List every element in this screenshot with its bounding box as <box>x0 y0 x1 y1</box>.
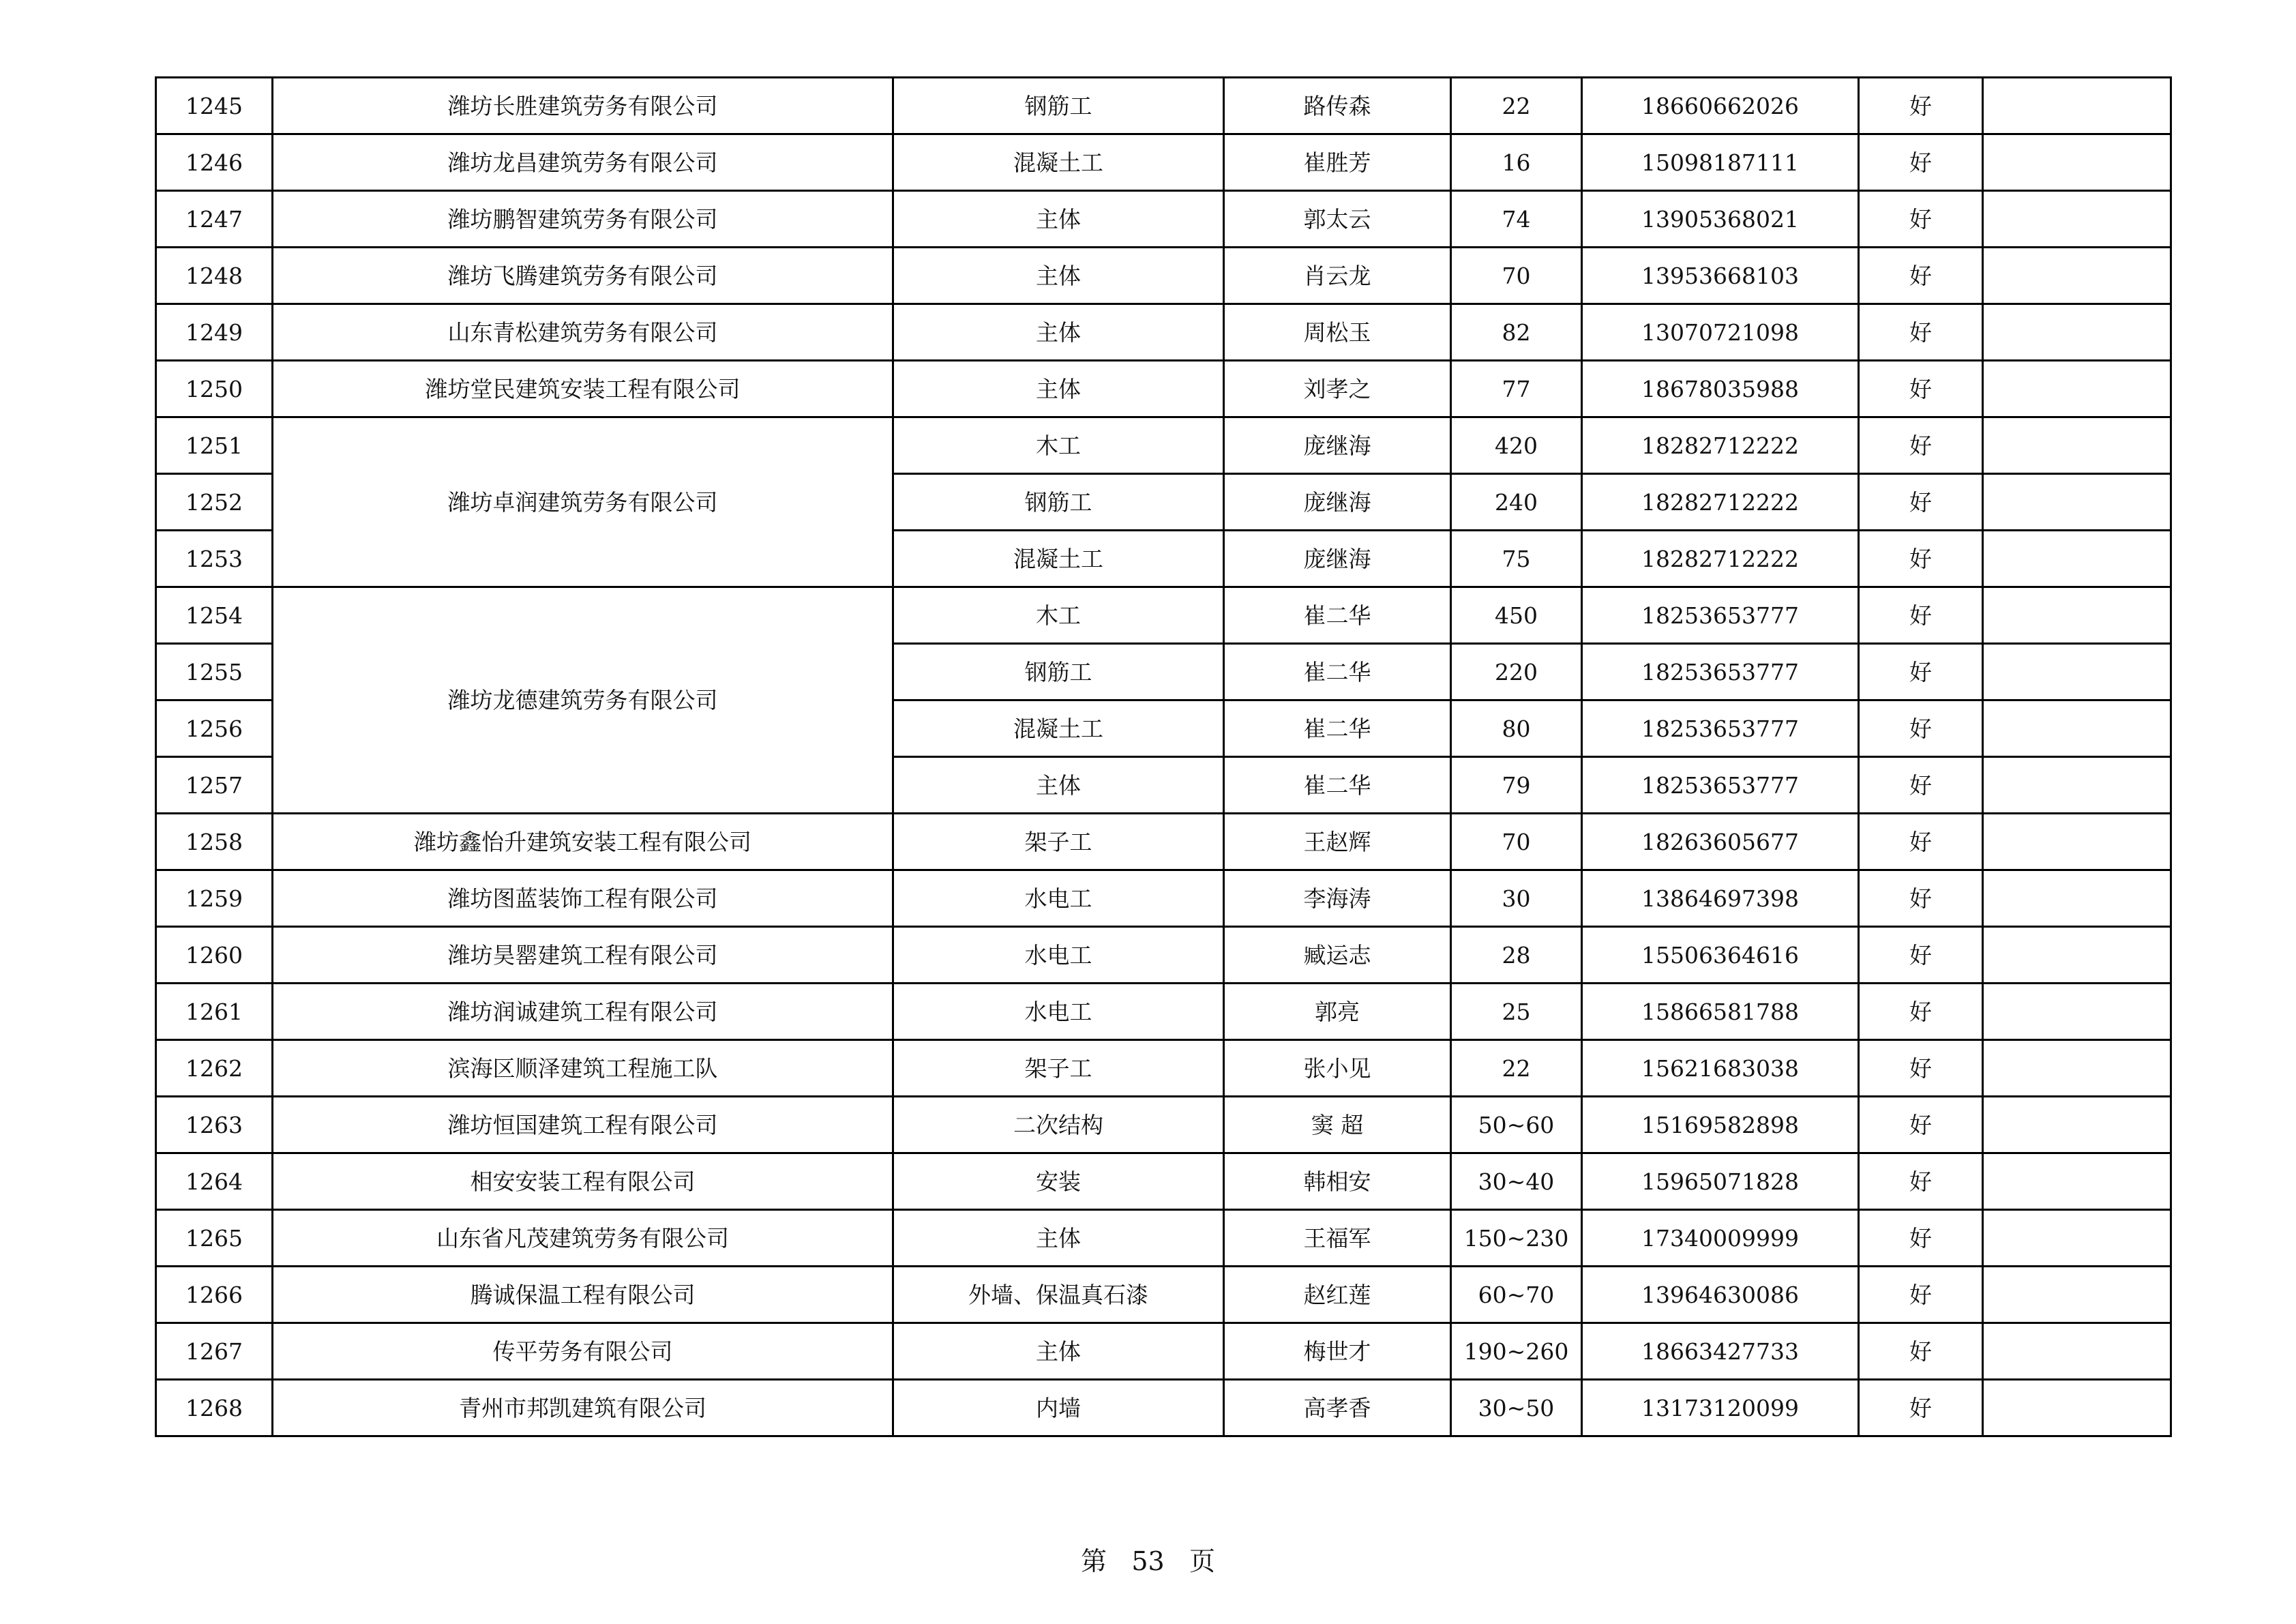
remark-cell <box>1983 361 2171 417</box>
rating-cell: 好 <box>1859 304 1983 361</box>
contact-person-cell: 崔二华 <box>1224 700 1451 757</box>
trade-type-cell: 混凝土工 <box>893 700 1224 757</box>
phone-number-cell: 18282712222 <box>1582 417 1859 474</box>
rating-cell: 好 <box>1859 1267 1983 1323</box>
worker-count-cell: 30~40 <box>1451 1153 1582 1210</box>
company-name-cell: 腾诚保温工程有限公司 <box>273 1267 893 1323</box>
table-row <box>156 248 2171 304</box>
row-number-cell: 1268 <box>156 1380 273 1436</box>
phone-number-cell: 18253653777 <box>1582 700 1859 757</box>
table-row <box>156 1380 2171 1436</box>
row-number-cell: 1257 <box>156 757 273 814</box>
table-row <box>156 1153 2171 1210</box>
contact-person-cell: 肖云龙 <box>1224 248 1451 304</box>
remark-cell <box>1983 757 2171 814</box>
rating-cell: 好 <box>1859 1097 1983 1153</box>
trade-type-cell: 混凝土工 <box>893 531 1224 587</box>
worker-count-cell: 22 <box>1451 78 1582 134</box>
phone-number-cell: 18663427733 <box>1582 1323 1859 1380</box>
trade-type-cell: 主体 <box>893 757 1224 814</box>
table-row <box>156 417 2171 474</box>
page-footer <box>0 1548 2296 1574</box>
phone-number-cell: 15506364616 <box>1582 927 1859 984</box>
rating-cell: 好 <box>1859 927 1983 984</box>
company-name-cell: 山东省凡茂建筑劳务有限公司 <box>273 1210 893 1267</box>
contact-person-cell: 周松玉 <box>1224 304 1451 361</box>
rating-cell: 好 <box>1859 531 1983 587</box>
trade-type-cell: 主体 <box>893 248 1224 304</box>
remark-cell <box>1983 1040 2171 1097</box>
trade-type-cell: 主体 <box>893 1323 1224 1380</box>
contact-person-cell: 崔胜芳 <box>1224 134 1451 191</box>
contact-person-cell: 张小见 <box>1224 1040 1451 1097</box>
remark-cell <box>1983 191 2171 248</box>
worker-count-cell: 70 <box>1451 248 1582 304</box>
contact-person-cell: 高孝香 <box>1224 1380 1451 1436</box>
table-body <box>156 78 2171 1436</box>
contact-person-cell: 刘孝之 <box>1224 361 1451 417</box>
rating-cell: 好 <box>1859 1040 1983 1097</box>
worker-count-cell: 22 <box>1451 1040 1582 1097</box>
rating-cell: 好 <box>1859 814 1983 870</box>
worker-count-cell: 150~230 <box>1451 1210 1582 1267</box>
trade-type-cell: 水电工 <box>893 984 1224 1040</box>
phone-number-cell: 13905368021 <box>1582 191 1859 248</box>
page-number-suffix: 页 <box>1189 1546 1215 1576</box>
contact-person-cell: 李海涛 <box>1224 870 1451 927</box>
row-number-cell: 1258 <box>156 814 273 870</box>
remark-cell <box>1983 927 2171 984</box>
worker-count-cell: 190~260 <box>1451 1323 1582 1380</box>
remark-cell <box>1983 1380 2171 1436</box>
company-name-cell: 潍坊飞腾建筑劳务有限公司 <box>273 248 893 304</box>
trade-type-cell: 主体 <box>893 304 1224 361</box>
remark-cell <box>1983 417 2171 474</box>
remark-cell <box>1983 700 2171 757</box>
table-row <box>156 814 2171 870</box>
trade-type-cell: 二次结构 <box>893 1097 1224 1153</box>
rating-cell: 好 <box>1859 1380 1983 1436</box>
contact-person-cell: 崔二华 <box>1224 644 1451 700</box>
table-row <box>156 1097 2171 1153</box>
worker-count-cell: 80 <box>1451 700 1582 757</box>
worker-count-cell: 16 <box>1451 134 1582 191</box>
table-row <box>156 134 2171 191</box>
phone-number-cell: 13953668103 <box>1582 248 1859 304</box>
phone-number-cell: 18282712222 <box>1582 531 1859 587</box>
trade-type-cell: 水电工 <box>893 870 1224 927</box>
phone-number-cell: 13173120099 <box>1582 1380 1859 1436</box>
row-number-cell: 1253 <box>156 531 273 587</box>
row-number-cell: 1261 <box>156 984 273 1040</box>
row-number-cell: 1259 <box>156 870 273 927</box>
phone-number-cell: 18263605677 <box>1582 814 1859 870</box>
worker-count-cell: 30 <box>1451 870 1582 927</box>
table-row <box>156 1267 2171 1323</box>
contact-person-cell: 庞继海 <box>1224 531 1451 587</box>
row-number-cell: 1246 <box>156 134 273 191</box>
phone-number-cell: 17340009999 <box>1582 1210 1859 1267</box>
trade-type-cell: 架子工 <box>893 1040 1224 1097</box>
company-name-cell: 传平劳务有限公司 <box>273 1323 893 1380</box>
contact-person-cell: 郭太云 <box>1224 191 1451 248</box>
worker-count-cell: 79 <box>1451 757 1582 814</box>
contact-person-cell: 王赵辉 <box>1224 814 1451 870</box>
phone-number-cell: 15098187111 <box>1582 134 1859 191</box>
table-row <box>156 1210 2171 1267</box>
rating-cell: 好 <box>1859 870 1983 927</box>
contractor-table-container <box>155 76 2170 1437</box>
remark-cell <box>1983 870 2171 927</box>
row-number-cell: 1251 <box>156 417 273 474</box>
worker-count-cell: 60~70 <box>1451 1267 1582 1323</box>
contact-person-cell: 崔二华 <box>1224 587 1451 644</box>
trade-type-cell: 水电工 <box>893 927 1224 984</box>
trade-type-cell: 安装 <box>893 1153 1224 1210</box>
phone-number-cell: 18253653777 <box>1582 644 1859 700</box>
row-number-cell: 1255 <box>156 644 273 700</box>
trade-type-cell: 混凝土工 <box>893 134 1224 191</box>
company-name-cell: 潍坊卓润建筑劳务有限公司 <box>273 417 893 587</box>
company-name-cell: 青州市邦凯建筑有限公司 <box>273 1380 893 1436</box>
rating-cell: 好 <box>1859 417 1983 474</box>
worker-count-cell: 77 <box>1451 361 1582 417</box>
phone-number-cell: 15965071828 <box>1582 1153 1859 1210</box>
trade-type-cell: 钢筋工 <box>893 474 1224 531</box>
row-number-cell: 1250 <box>156 361 273 417</box>
phone-number-cell: 15621683038 <box>1582 1040 1859 1097</box>
rating-cell: 好 <box>1859 984 1983 1040</box>
phone-number-cell: 13070721098 <box>1582 304 1859 361</box>
trade-type-cell: 主体 <box>893 361 1224 417</box>
phone-number-cell: 15866581788 <box>1582 984 1859 1040</box>
table-row <box>156 587 2171 644</box>
phone-number-cell: 15169582898 <box>1582 1097 1859 1153</box>
remark-cell <box>1983 587 2171 644</box>
rating-cell: 好 <box>1859 1153 1983 1210</box>
rating-cell: 好 <box>1859 700 1983 757</box>
remark-cell <box>1983 134 2171 191</box>
remark-cell <box>1983 1097 2171 1153</box>
remark-cell <box>1983 531 2171 587</box>
row-number-cell: 1256 <box>156 700 273 757</box>
contact-person-cell: 臧运志 <box>1224 927 1451 984</box>
contact-person-cell: 郭亮 <box>1224 984 1451 1040</box>
remark-cell <box>1983 1267 2171 1323</box>
rating-cell: 好 <box>1859 644 1983 700</box>
phone-number-cell: 13864697398 <box>1582 870 1859 927</box>
page-number-prefix: 第 <box>1081 1546 1107 1576</box>
rating-cell: 好 <box>1859 134 1983 191</box>
row-number-cell: 1252 <box>156 474 273 531</box>
worker-count-cell: 240 <box>1451 474 1582 531</box>
contact-person-cell: 赵红莲 <box>1224 1267 1451 1323</box>
phone-number-cell: 18253653777 <box>1582 587 1859 644</box>
company-name-cell: 滨海区顺泽建筑工程施工队 <box>273 1040 893 1097</box>
company-name-cell: 相安安装工程有限公司 <box>273 1153 893 1210</box>
worker-count-cell: 450 <box>1451 587 1582 644</box>
worker-count-cell: 220 <box>1451 644 1582 700</box>
contact-person-cell: 庞继海 <box>1224 474 1451 531</box>
trade-type-cell: 外墙、保温真石漆 <box>893 1267 1224 1323</box>
trade-type-cell: 主体 <box>893 1210 1224 1267</box>
contact-person-cell: 窦 超 <box>1224 1097 1451 1153</box>
trade-type-cell: 主体 <box>893 191 1224 248</box>
contractor-table <box>155 76 2172 1437</box>
table-row <box>156 870 2171 927</box>
company-name-cell: 潍坊恒国建筑工程有限公司 <box>273 1097 893 1153</box>
row-number-cell: 1265 <box>156 1210 273 1267</box>
phone-number-cell: 18678035988 <box>1582 361 1859 417</box>
contact-person-cell: 崔二华 <box>1224 757 1451 814</box>
row-number-cell: 1249 <box>156 304 273 361</box>
company-name-cell: 潍坊鑫怡升建筑安装工程有限公司 <box>273 814 893 870</box>
row-number-cell: 1247 <box>156 191 273 248</box>
company-name-cell: 潍坊长胜建筑劳务有限公司 <box>273 78 893 134</box>
trade-type-cell: 钢筋工 <box>893 78 1224 134</box>
page-number: 53 <box>1131 1546 1165 1576</box>
remark-cell <box>1983 1323 2171 1380</box>
table-row <box>156 1040 2171 1097</box>
remark-cell <box>1983 984 2171 1040</box>
trade-type-cell: 钢筋工 <box>893 644 1224 700</box>
rating-cell: 好 <box>1859 474 1983 531</box>
company-name-cell: 潍坊龙德建筑劳务有限公司 <box>273 587 893 814</box>
trade-type-cell: 木工 <box>893 417 1224 474</box>
company-name-cell: 潍坊龙昌建筑劳务有限公司 <box>273 134 893 191</box>
phone-number-cell: 18660662026 <box>1582 78 1859 134</box>
worker-count-cell: 30~50 <box>1451 1380 1582 1436</box>
table-row <box>156 191 2171 248</box>
company-name-cell: 潍坊昊罂建筑工程有限公司 <box>273 927 893 984</box>
row-number-cell: 1260 <box>156 927 273 984</box>
contact-person-cell: 梅世才 <box>1224 1323 1451 1380</box>
contact-person-cell: 韩相安 <box>1224 1153 1451 1210</box>
table-row <box>156 984 2171 1040</box>
table-row <box>156 361 2171 417</box>
remark-cell <box>1983 474 2171 531</box>
table-row <box>156 304 2171 361</box>
row-number-cell: 1266 <box>156 1267 273 1323</box>
company-name-cell: 潍坊润诚建筑工程有限公司 <box>273 984 893 1040</box>
row-number-cell: 1248 <box>156 248 273 304</box>
rating-cell: 好 <box>1859 361 1983 417</box>
rating-cell: 好 <box>1859 1323 1983 1380</box>
table-row <box>156 927 2171 984</box>
remark-cell <box>1983 1153 2171 1210</box>
worker-count-cell: 70 <box>1451 814 1582 870</box>
table-row <box>156 1323 2171 1380</box>
trade-type-cell: 内墙 <box>893 1380 1224 1436</box>
rating-cell: 好 <box>1859 587 1983 644</box>
rating-cell: 好 <box>1859 78 1983 134</box>
worker-count-cell: 75 <box>1451 531 1582 587</box>
rating-cell: 好 <box>1859 191 1983 248</box>
row-number-cell: 1262 <box>156 1040 273 1097</box>
row-number-cell: 1263 <box>156 1097 273 1153</box>
worker-count-cell: 28 <box>1451 927 1582 984</box>
rating-cell: 好 <box>1859 757 1983 814</box>
remark-cell <box>1983 644 2171 700</box>
worker-count-cell: 74 <box>1451 191 1582 248</box>
worker-count-cell: 420 <box>1451 417 1582 474</box>
company-name-cell: 潍坊堂民建筑安装工程有限公司 <box>273 361 893 417</box>
remark-cell <box>1983 1210 2171 1267</box>
worker-count-cell: 25 <box>1451 984 1582 1040</box>
phone-number-cell: 18282712222 <box>1582 474 1859 531</box>
rating-cell: 好 <box>1859 248 1983 304</box>
worker-count-cell: 82 <box>1451 304 1582 361</box>
remark-cell <box>1983 304 2171 361</box>
company-name-cell: 潍坊鹏智建筑劳务有限公司 <box>273 191 893 248</box>
row-number-cell: 1264 <box>156 1153 273 1210</box>
worker-count-cell: 50~60 <box>1451 1097 1582 1153</box>
row-number-cell: 1254 <box>156 587 273 644</box>
contact-person-cell: 庞继海 <box>1224 417 1451 474</box>
contact-person-cell: 王福军 <box>1224 1210 1451 1267</box>
trade-type-cell: 木工 <box>893 587 1224 644</box>
company-name-cell: 山东青松建筑劳务有限公司 <box>273 304 893 361</box>
row-number-cell: 1267 <box>156 1323 273 1380</box>
remark-cell <box>1983 248 2171 304</box>
contact-person-cell: 路传森 <box>1224 78 1451 134</box>
remark-cell <box>1983 78 2171 134</box>
rating-cell: 好 <box>1859 1210 1983 1267</box>
phone-number-cell: 18253653777 <box>1582 757 1859 814</box>
trade-type-cell: 架子工 <box>893 814 1224 870</box>
row-number-cell: 1245 <box>156 78 273 134</box>
table-row <box>156 78 2171 134</box>
remark-cell <box>1983 814 2171 870</box>
phone-number-cell: 13964630086 <box>1582 1267 1859 1323</box>
company-name-cell: 潍坊图蓝装饰工程有限公司 <box>273 870 893 927</box>
